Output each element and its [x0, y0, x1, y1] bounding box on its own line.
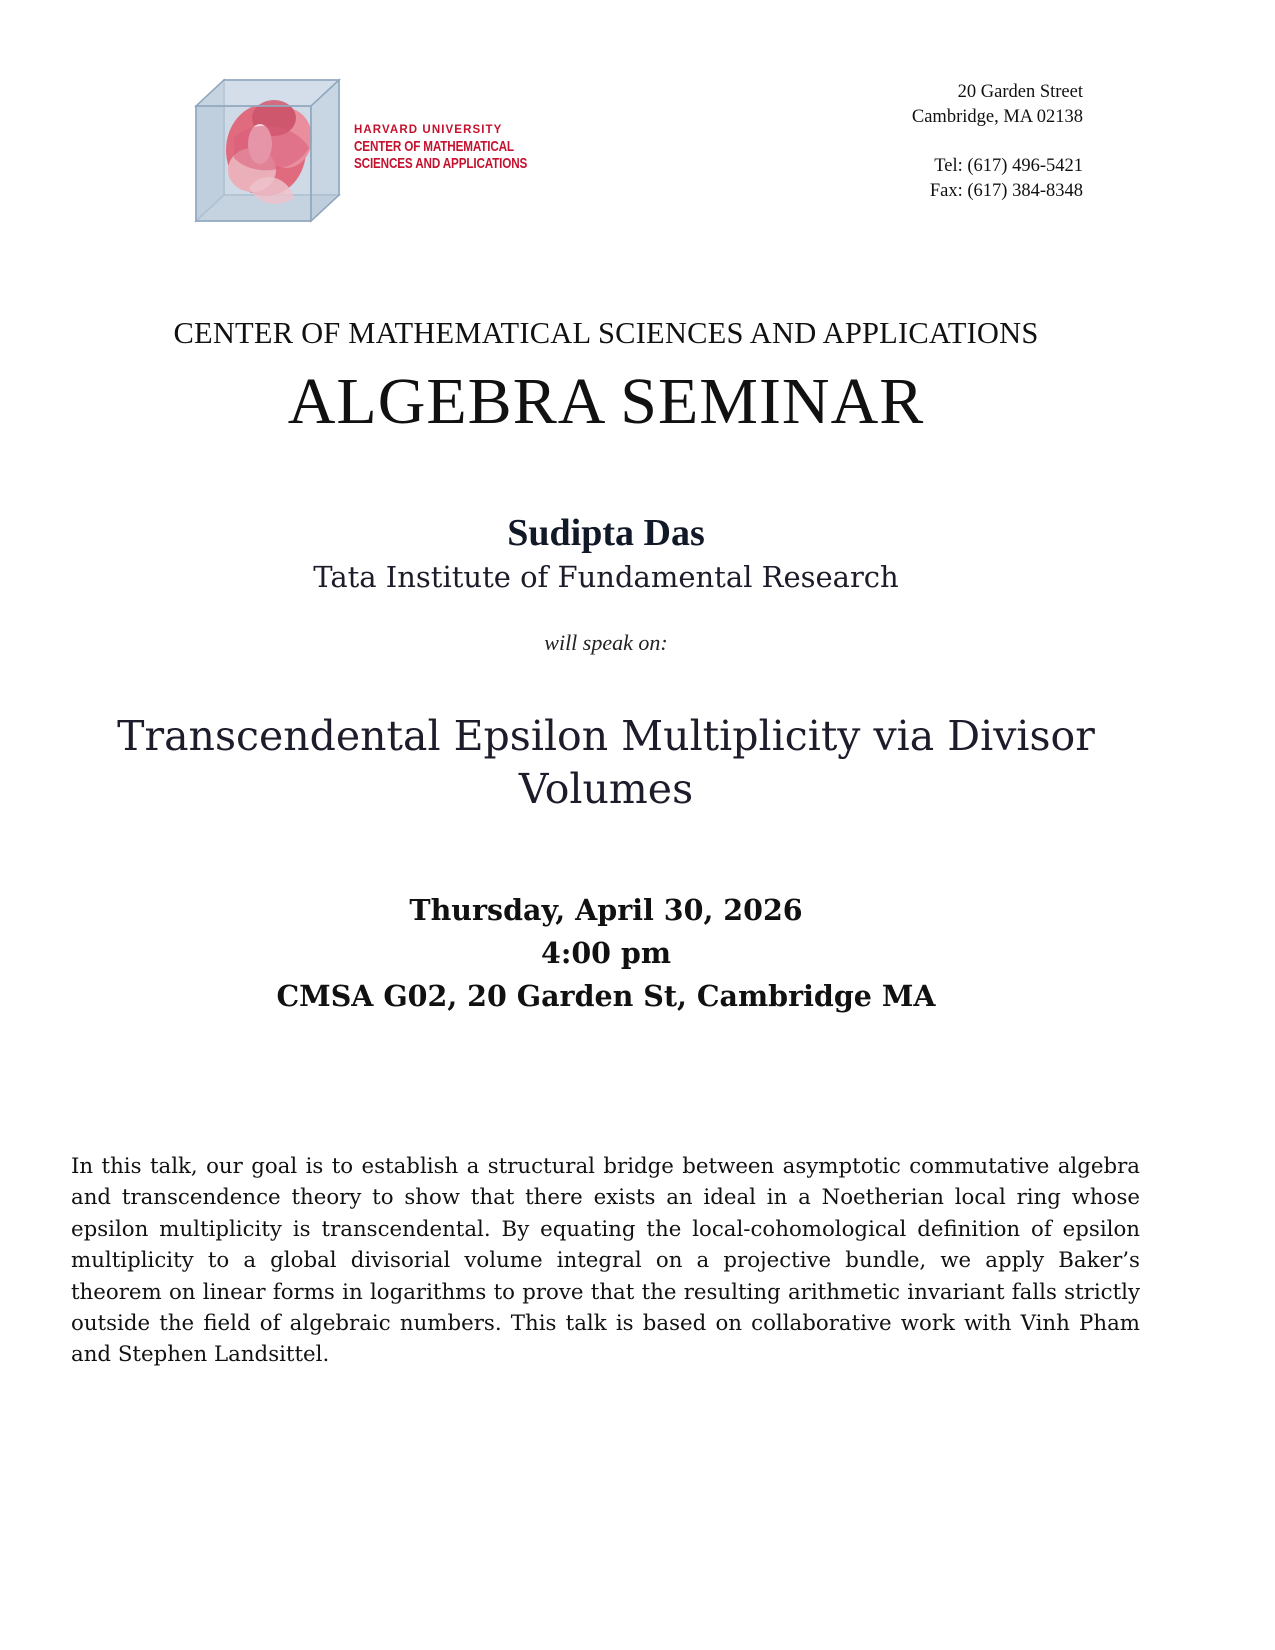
address-fax: Fax: (617) 384-8348: [929, 181, 1083, 201]
contact-address: [912, 80, 1083, 204]
logo-university: HARVARD UNIVERSITY: [354, 124, 503, 136]
event-time: 4:00 pm: [540, 936, 672, 970]
abstract-paragraph: In this talk, our goal is to establish a structural bridge between asymptotic commutative algebra and transcendence theory to show that there exists an ideal in a Noetherian local ring whose epsilon multiplicity is transcendental. By equating the local-cohomological definition of epsilon multiplicity to a global divisorial volume integral on a projective bundle, we apply Baker’s theorem on linear forms in logarithms to prove that the resulting arithmetic invariant falls strictly outside the field of algebraic numbers. This talk is based on collaborative work with Vinh Pham and Stephen Landsittel.: [71, 1154, 1140, 1368]
address-street: 20 Garden Street: [957, 82, 1083, 102]
event-details: [0, 889, 1212, 1018]
address-city: Cambridge, MA 02138: [911, 107, 1083, 127]
event-date: Thursday, April 30, 2026: [409, 893, 803, 927]
cmsa-logo: [194, 78, 544, 224]
logo-wordmark: [354, 125, 576, 171]
speaker-affiliation: Tata Institute of Fundamental Research: [313, 560, 899, 594]
logo-center-line: CENTER OF MATHEMATICAL: [354, 137, 514, 155]
event-location: CMSA G02, 20 Garden St, Cambridge MA: [276, 979, 936, 1013]
talk-title: Transcendental Epsilon Multiplicity via Divisor Volumes: [117, 712, 1095, 813]
will-speak-on: will speak on:: [544, 630, 668, 655]
logo-sciences-line: SCIENCES AND APPLICATIONS: [354, 154, 528, 172]
center-name-heading: CENTER OF MATHEMATICAL SCIENCES AND APPLICATIONS: [173, 316, 1039, 350]
seminar-title: ALGEBRA SEMINAR: [287, 365, 925, 438]
address-tel: Tel: (617) 496-5421: [934, 156, 1083, 176]
speaker-name: Sudipta Das: [507, 512, 705, 554]
cube-logo-icon: [194, 78, 344, 224]
